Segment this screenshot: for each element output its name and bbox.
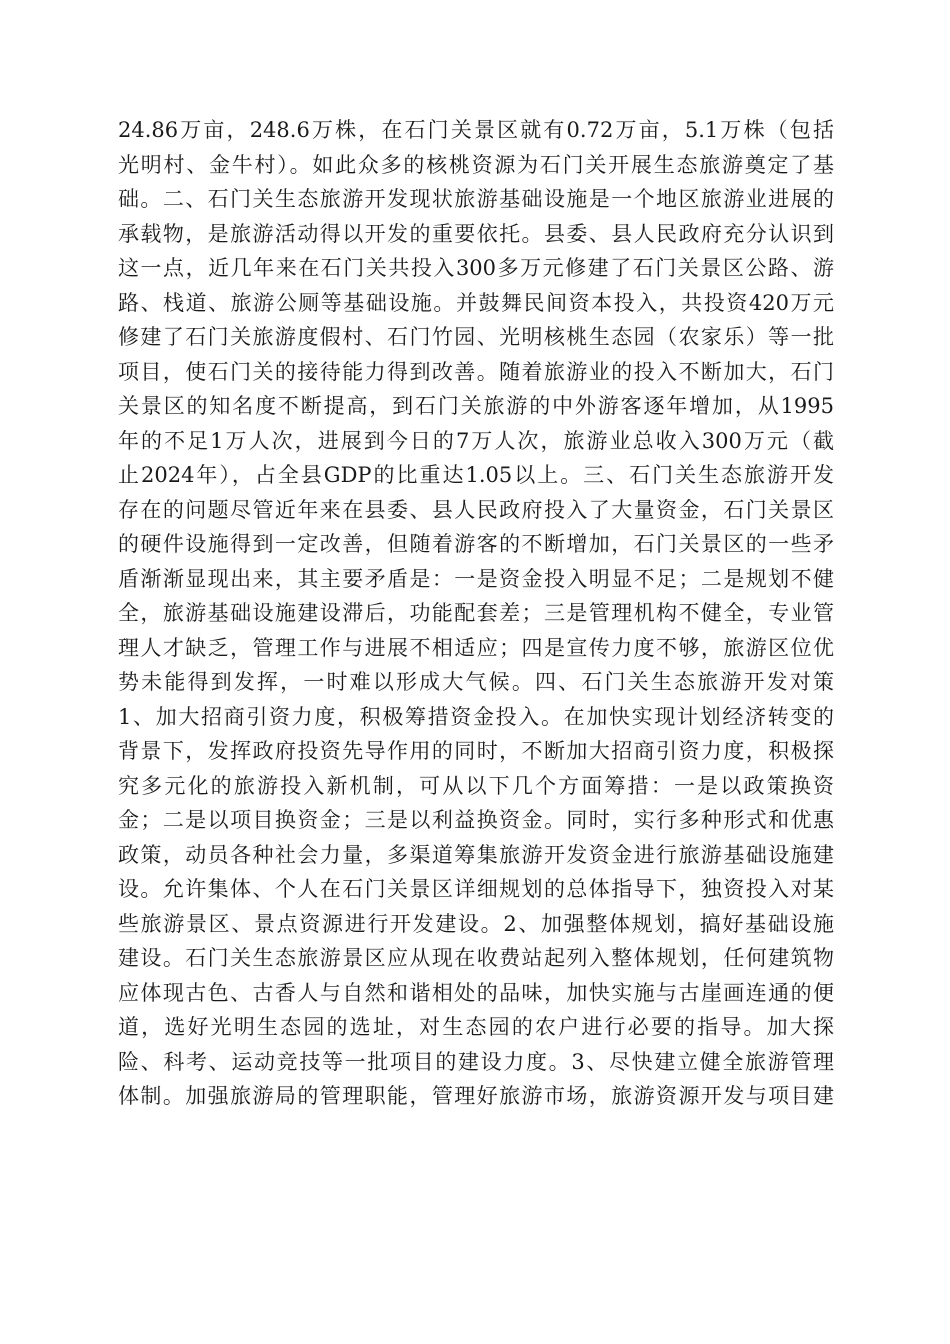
text-line: 势未能得到发挥，一时难以形成大气候。四、石门关生态旅游开发对策 [118,670,834,694]
text-line: 些旅游景区、景点资源进行开发建设。2、加强整体规划，搞好基础设施 [118,911,834,936]
text-line: 道，选好光明生态园的选址，对生态园的农户进行必要的指导。加大探 [118,1015,834,1039]
text-line: 光明村、金牛村）。如此众多的核桃资源为石门关开展生态旅游奠定了基 [118,152,834,177]
text-line: 建设。石门关生态旅游景区应从现在收费站起列入整体规划，任何建筑物 [118,946,834,970]
text-line: 究多元化的旅游投入新机制，可从以下几个方面筹措：一是以政策换资 [118,773,834,798]
text-line: 止2024年），占全县GDP的比重达1.05以上。三、石门关生态旅游开发 [118,463,834,487]
text-line: 修建了石门关旅游度假村、石门竹园、光明核桃生态园（农家乐）等一批 [118,325,834,349]
text-line: 础。二、石门关生态旅游开发现状旅游基础设施是一个地区旅游业进展的 [118,187,834,211]
text-line: 设。允许集体、个人在石门关景区详细规划的总体指导下，独资投入对某 [118,877,834,901]
text-line: 1、加大招商引资力度，积极筹措资金投入。在加快实现计划经济转变的 [118,704,834,729]
text-line: 理人才缺乏，管理工作与进展不相适应；四是宣传力度不够，旅游区位优 [118,635,834,660]
text-line: 政策，动员各种社会力量，多渠道筹集旅游开发资金进行旅游基础设施建 [118,842,834,867]
text-line: 金；二是以项目换资金；三是以利益换资金。同时，实行多种形式和优惠 [118,808,834,832]
text-line: 盾渐渐显现出来，其主要矛盾是：一是资金投入明显不足；二是规划不健 [118,566,834,591]
text-line: 项目，使石门关的接待能力得到改善。随着旅游业的投入不断加大，石门 [118,359,834,384]
text-line: 背景下，发挥政府投资先导作用的同时，不断加大招商引资力度，积极探 [118,739,834,763]
text-line: 应体现古色、古香人与自然和谐相处的品味，加快实施与古崖画连通的便 [118,980,834,1005]
body-text [118,113,834,1114]
text-line: 承载物，是旅游活动得以开发的重要依托。县委、县人民政府充分认识到 [118,221,834,246]
text-line: 路、栈道、旅游公厕等基础设施。并鼓舞民间资本投入，共投资420万元 [118,290,834,315]
text-line: 这一点，近几年来在石门关共投入300多万元修建了石门关景区公路、游 [118,256,834,280]
text-line: 全，旅游基础设施建设滞后，功能配套差；三是管理机构不健全，专业管 [118,601,834,625]
text-line: 的硬件设施得到一定改善，但随着游客的不断增加，石门关景区的一些矛 [118,532,834,556]
text-line: 体制。加强旅游局的管理职能，管理好旅游市场，旅游资源开发与项目建 [118,1084,834,1108]
text-line: 存在的问题尽管近年来在县委、县人民政府投入了大量资金，石门关景区 [118,497,834,522]
text-line: 关景区的知名度不断提高，到石门关旅游的中外游客逐年增加，从1995 [118,394,834,418]
text-line: 年的不足1万人次，进展到今日的7万人次，旅游业总收入300万元（截 [118,428,834,453]
text-line: 24.86万亩，248.6万株，在石门关景区就有0.72万亩，5.1万株（包括 [118,118,834,142]
text-line: 险、科考、运动竞技等一批项目的建设力度。3、尽快建立健全旅游管理 [118,1049,834,1074]
